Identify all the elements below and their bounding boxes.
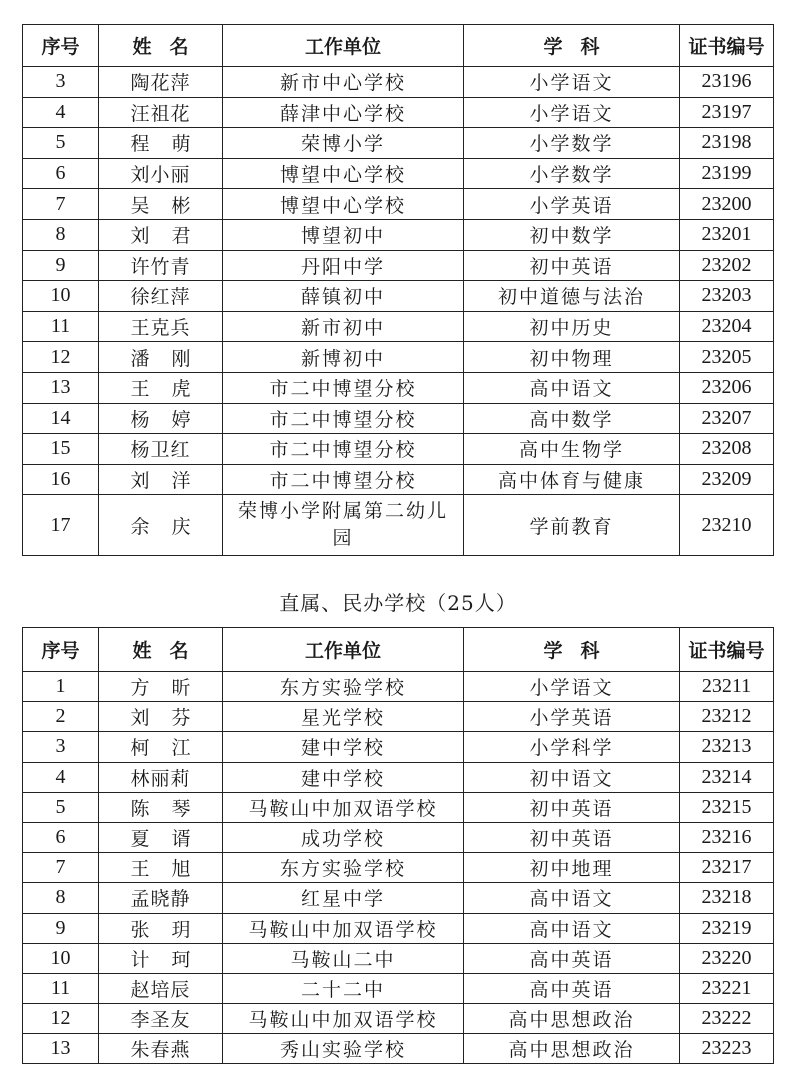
table-header-row [23, 25, 774, 67]
cell-subject: 高中数学 [464, 403, 680, 434]
cell-index: 5 [23, 128, 99, 159]
cell-unit: 新市中心学校 [223, 67, 464, 98]
cell-subject: 小学语文 [464, 672, 680, 702]
cell-subject: 初中英语 [464, 250, 680, 281]
cell-cert: 23214 [680, 762, 774, 792]
cell-unit: 马鞍山二中 [223, 943, 464, 973]
table-row [23, 853, 774, 883]
cell-subject: 小学科学 [464, 732, 680, 762]
cell-subject: 初中语文 [464, 762, 680, 792]
cell-name: 杨婷 [99, 403, 223, 434]
cell-cert: 23217 [680, 853, 774, 883]
cell-name: 杨卫红 [99, 434, 223, 465]
cell-index: 8 [23, 219, 99, 250]
table-row [23, 67, 774, 98]
cell-cert: 23218 [680, 883, 774, 913]
header-unit: 工作单位 [223, 25, 464, 67]
table-row [23, 913, 774, 943]
cell-cert: 23201 [680, 219, 774, 250]
cell-name: 刘君 [99, 219, 223, 250]
cell-cert: 23219 [680, 913, 774, 943]
table-row [23, 434, 774, 465]
cell-subject: 初中地理 [464, 853, 680, 883]
cell-unit: 博望中心学校 [223, 189, 464, 220]
table-row [23, 883, 774, 913]
cell-index: 4 [23, 97, 99, 128]
cell-subject: 高中体育与健康 [464, 464, 680, 495]
cell-name: 徐红萍 [99, 281, 223, 312]
cell-unit: 薛镇初中 [223, 281, 464, 312]
table-row [23, 158, 774, 189]
cell-name: 吴彬 [99, 189, 223, 220]
cell-index: 10 [23, 943, 99, 973]
cell-unit: 博望中心学校 [223, 158, 464, 189]
cell-unit: 市二中博望分校 [223, 372, 464, 403]
cell-unit: 马鞍山中加双语学校 [223, 1004, 464, 1034]
cell-index: 3 [23, 67, 99, 98]
cell-index: 3 [23, 732, 99, 762]
cell-subject: 小学英语 [464, 702, 680, 732]
cell-index: 6 [23, 158, 99, 189]
cell-subject: 高中语文 [464, 883, 680, 913]
table-header-row [23, 628, 774, 672]
cell-subject: 初中英语 [464, 822, 680, 852]
cell-unit: 马鞍山中加双语学校 [223, 792, 464, 822]
header-subject: 学科 [464, 628, 680, 672]
table-row [23, 281, 774, 312]
cell-subject: 初中英语 [464, 792, 680, 822]
cell-name: 李圣友 [99, 1004, 223, 1034]
cell-name: 许竹青 [99, 250, 223, 281]
cell-index: 1 [23, 672, 99, 702]
cell-subject: 高中思想政治 [464, 1034, 680, 1064]
cell-unit: 丹阳中学 [223, 250, 464, 281]
cell-index: 14 [23, 403, 99, 434]
cell-unit: 建中学校 [223, 732, 464, 762]
cell-subject: 小学语文 [464, 97, 680, 128]
cell-name: 方昕 [99, 672, 223, 702]
cell-subject: 学前教育 [464, 495, 680, 556]
table-row [23, 495, 774, 556]
cell-name: 朱春燕 [99, 1034, 223, 1064]
cell-unit: 市二中博望分校 [223, 464, 464, 495]
cell-cert: 23196 [680, 67, 774, 98]
cell-unit: 薛津中心学校 [223, 97, 464, 128]
table-row [23, 189, 774, 220]
certificate-table-2 [22, 627, 774, 1064]
cell-name: 刘芬 [99, 702, 223, 732]
table-row [23, 128, 774, 159]
cell-subject: 高中生物学 [464, 434, 680, 465]
table-row [23, 943, 774, 973]
cell-unit: 成功学校 [223, 822, 464, 852]
table-row [23, 311, 774, 342]
cell-subject: 高中英语 [464, 973, 680, 1003]
cell-name: 赵培辰 [99, 973, 223, 1003]
table-row [23, 97, 774, 128]
cell-index: 7 [23, 853, 99, 883]
cell-unit: 新市初中 [223, 311, 464, 342]
table-row [23, 762, 774, 792]
cell-cert: 23207 [680, 403, 774, 434]
header-cert: 证书编号 [680, 25, 774, 67]
cell-cert: 23220 [680, 943, 774, 973]
cell-unit: 秀山实验学校 [223, 1034, 464, 1064]
table-row [23, 672, 774, 702]
header-name: 姓名 [99, 628, 223, 672]
cell-index: 12 [23, 1004, 99, 1034]
cell-cert: 23211 [680, 672, 774, 702]
table-row [23, 822, 774, 852]
cell-subject: 高中语文 [464, 372, 680, 403]
cell-unit: 博望初中 [223, 219, 464, 250]
cell-index: 8 [23, 883, 99, 913]
section-title: 直属、民办学校（25人） [279, 591, 517, 615]
cell-subject: 高中英语 [464, 943, 680, 973]
table-row [23, 342, 774, 373]
cell-name: 张玥 [99, 913, 223, 943]
header-subject: 学科 [464, 25, 680, 67]
cell-subject: 小学语文 [464, 67, 680, 98]
cell-name: 夏谞 [99, 822, 223, 852]
cell-unit: 新博初中 [223, 342, 464, 373]
cell-cert: 23215 [680, 792, 774, 822]
cell-name: 潘刚 [99, 342, 223, 373]
cell-unit: 东方实验学校 [223, 853, 464, 883]
cell-index: 16 [23, 464, 99, 495]
cell-unit: 荣博小学 [223, 128, 464, 159]
cell-unit: 星光学校 [223, 702, 464, 732]
cell-cert: 23212 [680, 702, 774, 732]
cell-name: 陶花萍 [99, 67, 223, 98]
cell-cert: 23198 [680, 128, 774, 159]
cell-unit: 建中学校 [223, 762, 464, 792]
cell-unit: 市二中博望分校 [223, 403, 464, 434]
cell-subject: 初中道德与法治 [464, 281, 680, 312]
cell-unit: 市二中博望分校 [223, 434, 464, 465]
cell-index: 10 [23, 281, 99, 312]
cell-subject: 小学数学 [464, 128, 680, 159]
cell-name: 王旭 [99, 853, 223, 883]
header-cert: 证书编号 [680, 628, 774, 672]
cell-cert: 23223 [680, 1034, 774, 1064]
cell-index: 13 [23, 372, 99, 403]
cell-name: 计珂 [99, 943, 223, 973]
cell-unit: 红星中学 [223, 883, 464, 913]
cell-name: 刘小丽 [99, 158, 223, 189]
cell-subject: 高中思想政治 [464, 1004, 680, 1034]
cell-index: 2 [23, 702, 99, 732]
cell-index: 5 [23, 792, 99, 822]
table-row [23, 973, 774, 1003]
cell-cert: 23222 [680, 1004, 774, 1034]
cell-index: 7 [23, 189, 99, 220]
cell-subject: 初中数学 [464, 219, 680, 250]
table-row [23, 1034, 774, 1064]
cell-name: 柯江 [99, 732, 223, 762]
cell-cert: 23199 [680, 158, 774, 189]
cell-cert: 23200 [680, 189, 774, 220]
cell-cert: 23209 [680, 464, 774, 495]
table-row [23, 403, 774, 434]
table-row [23, 732, 774, 762]
table-row [23, 792, 774, 822]
cell-cert: 23221 [680, 973, 774, 1003]
cell-index: 6 [23, 822, 99, 852]
cell-index: 11 [23, 311, 99, 342]
cell-index: 4 [23, 762, 99, 792]
cell-unit: 马鞍山中加双语学校 [223, 913, 464, 943]
cell-cert: 23213 [680, 732, 774, 762]
cell-subject: 初中物理 [464, 342, 680, 373]
cell-name: 余庆 [99, 495, 223, 556]
cell-cert: 23202 [680, 250, 774, 281]
cell-subject: 小学英语 [464, 189, 680, 220]
cell-name: 刘洋 [99, 464, 223, 495]
cell-name: 程萌 [99, 128, 223, 159]
cell-index: 12 [23, 342, 99, 373]
cell-cert: 23208 [680, 434, 774, 465]
cell-name: 王克兵 [99, 311, 223, 342]
cell-index: 11 [23, 973, 99, 1003]
cell-index: 15 [23, 434, 99, 465]
cell-unit: 二十二中 [223, 973, 464, 1003]
cell-index: 9 [23, 913, 99, 943]
table-row [23, 372, 774, 403]
cell-name: 汪祖花 [99, 97, 223, 128]
table-row [23, 219, 774, 250]
header-index: 序号 [23, 628, 99, 672]
header-name: 姓名 [99, 25, 223, 67]
cell-cert: 23216 [680, 822, 774, 852]
cell-unit: 东方实验学校 [223, 672, 464, 702]
cell-subject: 初中历史 [464, 311, 680, 342]
cell-cert: 23197 [680, 97, 774, 128]
header-unit: 工作单位 [223, 628, 464, 672]
table-row [23, 702, 774, 732]
table-row [23, 464, 774, 495]
cell-cert: 23204 [680, 311, 774, 342]
header-index: 序号 [23, 25, 99, 67]
cell-subject: 高中语文 [464, 913, 680, 943]
cell-index: 13 [23, 1034, 99, 1064]
cell-name: 孟晓静 [99, 883, 223, 913]
cell-cert: 23210 [680, 495, 774, 556]
cell-index: 17 [23, 495, 99, 556]
cell-subject: 小学数学 [464, 158, 680, 189]
cell-name: 林丽莉 [99, 762, 223, 792]
cell-name: 陈琴 [99, 792, 223, 822]
cell-cert: 23206 [680, 372, 774, 403]
certificate-table-1 [22, 24, 774, 556]
cell-name: 王虎 [99, 372, 223, 403]
cell-cert: 23205 [680, 342, 774, 373]
table-row [23, 1004, 774, 1034]
cell-unit: 荣博小学附属第二幼儿园 [223, 495, 464, 556]
cell-cert: 23203 [680, 281, 774, 312]
table-row [23, 250, 774, 281]
cell-index: 9 [23, 250, 99, 281]
